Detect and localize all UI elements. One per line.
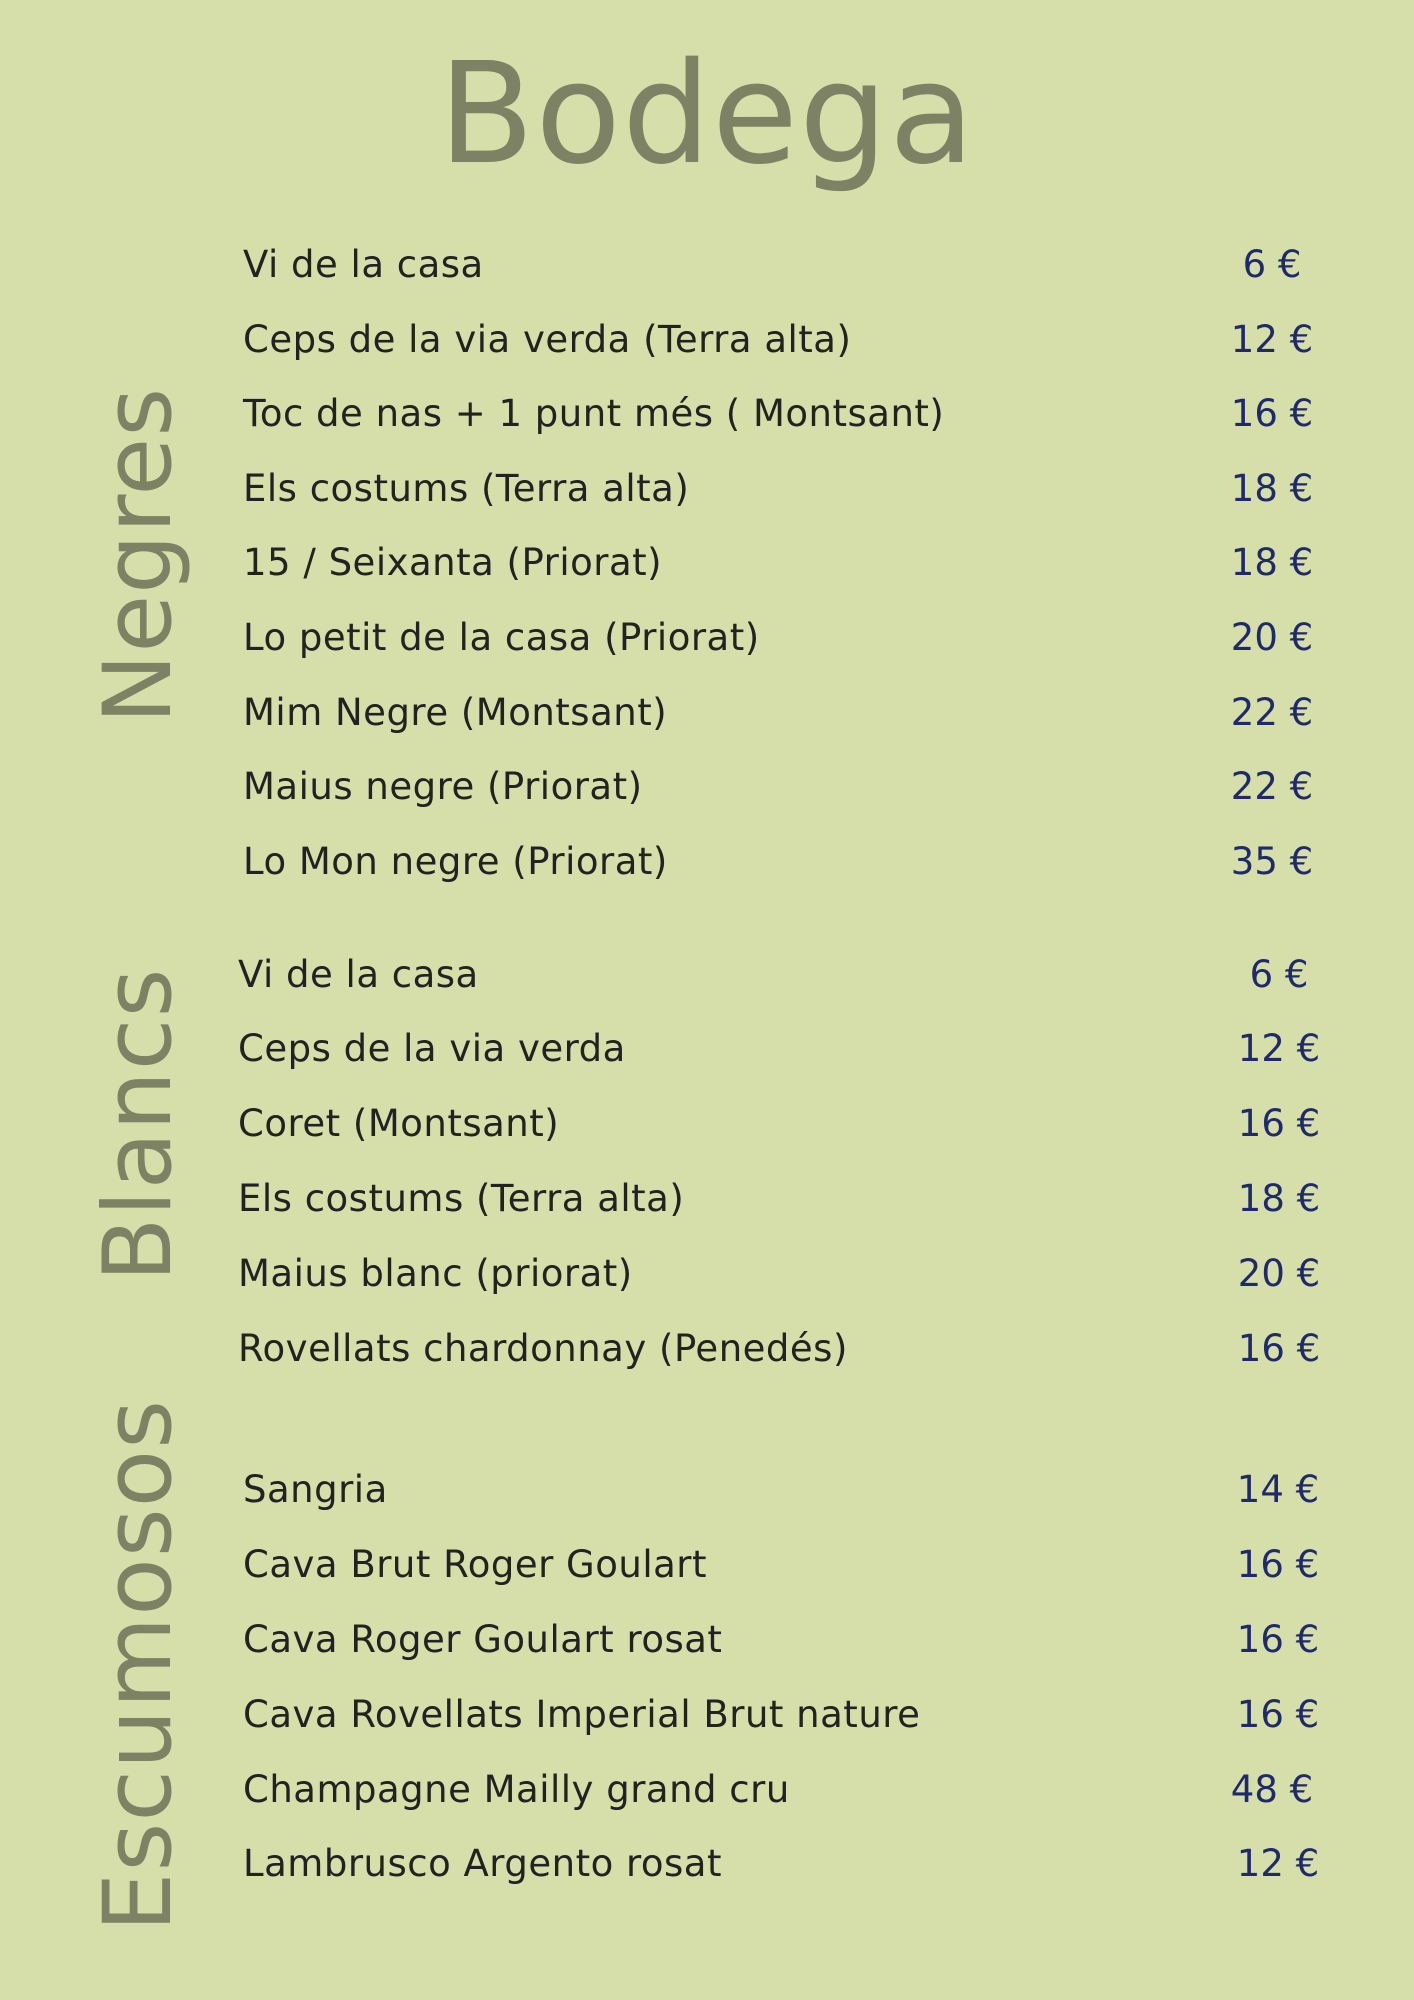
menu-item-name: Ceps de la via verda (238, 1027, 626, 1070)
menu-item (243, 1839, 1343, 1889)
menu-item (243, 389, 1343, 439)
menu-item (243, 538, 1343, 588)
menu-item-name: Mim Negre (Montsant) (243, 691, 668, 734)
menu-item (243, 1765, 1343, 1815)
menu-item-name: Vi de la casa (243, 243, 484, 286)
menu-item-name: Cava Rovellats Imperial Brut nature (243, 1693, 921, 1736)
menu-item-name: Toc de nas + 1 punt més ( Montsant) (243, 392, 945, 435)
menu-item-name: Champagne Mailly grand cru (243, 1768, 790, 1811)
menu-item-price: 18 € (1237, 1177, 1321, 1220)
menu-item-name: Rovellats chardonnay (Penedés) (238, 1327, 848, 1370)
menu-item-price: 12 € (1237, 1027, 1321, 1070)
menu-item-price: 22 € (1230, 691, 1314, 734)
menu-item (243, 1690, 1343, 1740)
section-label-escumosos: Escumosos (84, 1398, 193, 1932)
menu-item-name: Maius blanc (priorat) (238, 1252, 633, 1295)
menu-item-name: Els costums (Terra alta) (238, 1177, 685, 1220)
menu-item-price: 48 € (1230, 1768, 1314, 1811)
menu-item-price: 16 € (1237, 1327, 1321, 1370)
menu-item-price: 22 € (1230, 765, 1314, 808)
menu-item-price: 6 € (1249, 953, 1309, 996)
menu-item-price: 18 € (1230, 467, 1314, 510)
menu-item-name: Cava Brut Roger Goulart (243, 1543, 707, 1586)
section-label-blancs: Blancs (84, 967, 193, 1282)
menu-item (243, 464, 1343, 514)
menu-item-price: 16 € (1236, 1693, 1320, 1736)
menu-item-name: Ceps de la via verda (Terra alta) (243, 318, 852, 361)
menu-item-price: 16 € (1236, 1618, 1320, 1661)
menu-item (238, 1024, 1348, 1074)
menu-item (243, 688, 1343, 738)
menu-item-name: Cava Roger Goulart rosat (243, 1618, 723, 1661)
menu-item (238, 1174, 1348, 1224)
menu-item (238, 1249, 1348, 1299)
menu-item-price: 20 € (1230, 616, 1314, 659)
menu-item-price: 20 € (1237, 1252, 1321, 1295)
menu-item-name: Lo Mon negre (Priorat) (243, 840, 668, 883)
menu-item-name: Lambrusco Argento rosat (243, 1842, 722, 1885)
menu-item (243, 315, 1343, 365)
menu-item-name: Maius negre (Priorat) (243, 765, 643, 808)
menu-item (243, 837, 1343, 887)
menu-item-price: 14 € (1236, 1468, 1320, 1511)
menu-item-name: Sangria (243, 1468, 388, 1511)
menu-item-price: 16 € (1230, 392, 1314, 435)
menu-item-price: 35 € (1230, 840, 1314, 883)
menu-item-name: Coret (Montsant) (238, 1102, 560, 1145)
menu-item (238, 950, 1348, 1000)
menu-item-price: 16 € (1237, 1102, 1321, 1145)
section-label-negres: Negres (84, 386, 193, 724)
menu-item-name: Lo petit de la casa (Priorat) (243, 616, 760, 659)
menu-item-price: 16 € (1236, 1543, 1320, 1586)
menu-item-price: 18 € (1230, 541, 1314, 584)
menu-item-name: 15 / Seixanta (Priorat) (243, 541, 663, 584)
menu-item-name: Vi de la casa (238, 953, 479, 996)
menu-item (243, 762, 1343, 812)
menu-item (238, 1324, 1348, 1374)
page-title: Bodega (438, 33, 976, 196)
menu-item (243, 1615, 1343, 1665)
menu-item (243, 1540, 1343, 1590)
menu-item (243, 1465, 1343, 1515)
menu-item (243, 613, 1343, 663)
menu-item-price: 12 € (1230, 318, 1314, 361)
menu-item-price: 6 € (1242, 243, 1302, 286)
menu-item (243, 240, 1343, 290)
menu-item-name: Els costums (Terra alta) (243, 467, 690, 510)
menu-item (238, 1099, 1348, 1149)
menu-item-price: 12 € (1236, 1842, 1320, 1885)
